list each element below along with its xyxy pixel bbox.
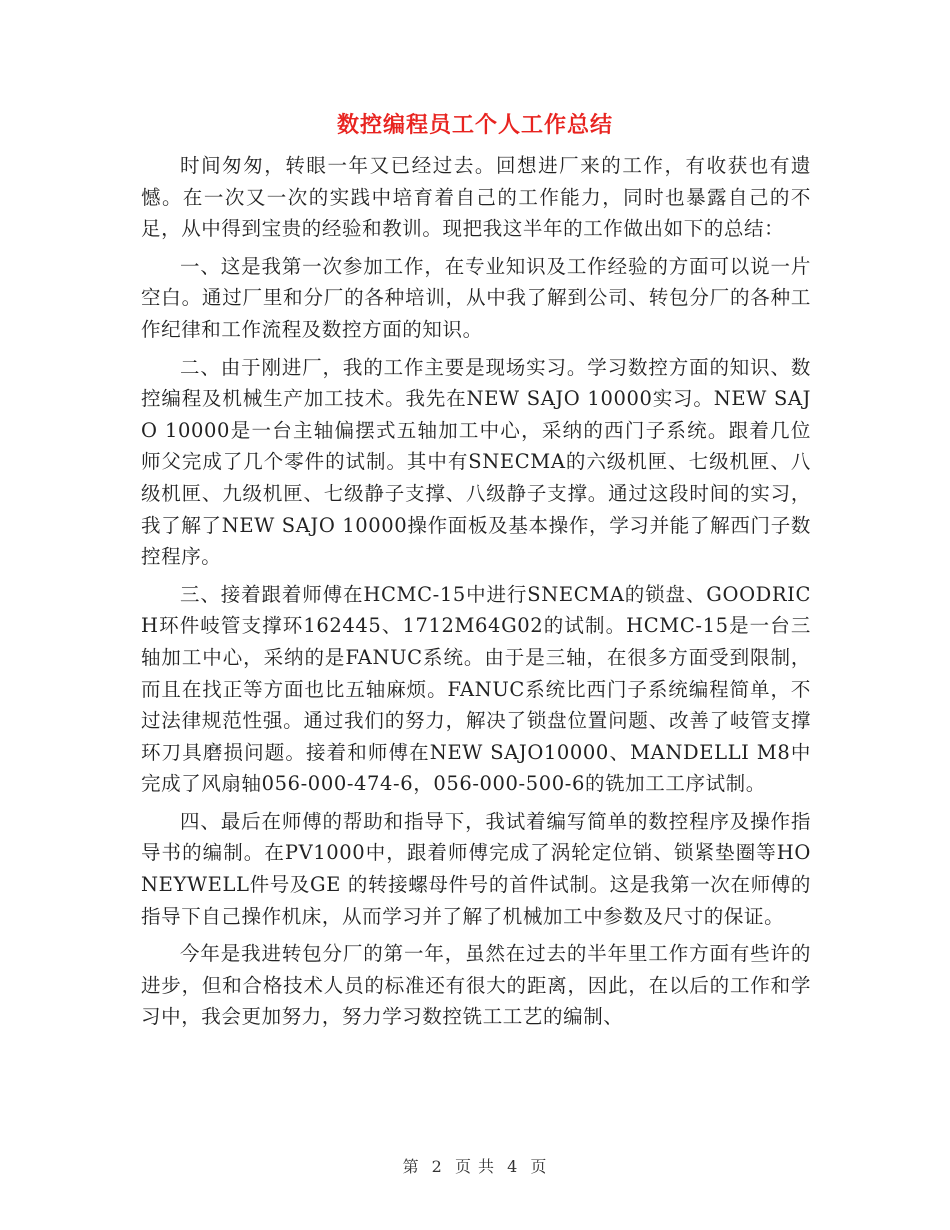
footer-middle: 页 共 xyxy=(454,1157,496,1176)
page-footer xyxy=(0,1154,950,1177)
paragraph-conclusion: 今年是我进转包分厂的第一年，虽然在过去的半年里工作方面有些许的进步，但和合格技术人员的标准还有很大的距离，因此，在以后的工作和学习中，我会更加努力，努力学习数控铣工工艺的编制、 xyxy=(141,942,811,1029)
paragraph-section-4: 四、最后在师傅的帮助和指导下，我试着编写简单的数控程序及操作指导书的编制。在PV1000中，跟着师傅完成了涡轮定位销、锁紧垫圈等HONEYWELL件号及GE 的转接螺母件号的首件试制。这是我第一次在师傅的指导下自己操作机床，从而学习并了解了机械加工中参数及尺寸的保证。 xyxy=(141,809,811,928)
paragraph-section-1: 一、这是我第一次参加工作，在专业知识及工作经验的方面可以说一片空白。通过厂里和分厂的各种培训，从中我了解到公司、转包分厂的各种工作纪律和工作流程及数控方面的知识。 xyxy=(141,254,811,341)
paragraph-section-2: 二、由于刚进厂，我的工作主要是现场实习。学习数控方面的知识、数控编程及机械生产加工技术。我先在NEW SAJO 10000实习。NEW SAJO 10000是一台主轴偏摆式五轴加工中心，采纳的西门子系统。跟着几位师父完成了几个零件的试制。其中有SNECMA的六级机匣、七级机匣、八级机匣、九级机匣、七级静子支撑、八级静子支撑。通过这段时间的实习，我了解了NEW SAJO 10000操作面板及基本操作，学习并能了解西门子数控程序。 xyxy=(141,355,811,569)
paragraph-section-3: 三、接着跟着师傅在HCMC-15中进行SNECMA的锁盘、GOODRICH环件岐管支撑环162445、1712M64G02的试制。HCMC-15是一台三轴加工中心，采纳的是FANUC系统。由于是三轴，在很多方面受到限制，而且在找正等方面也比五轴麻烦。FANUC系统比西门子系统编程简单，不过法律规范性强。通过我们的努力，解决了锁盘位置问题、改善了岐管支撑环刀具磨损问题。接着和师傅在NEW SAJO10000、MANDELLI M8中完成了风扇轴056-000-474-6，056-000-500-6的铣加工工序试制。 xyxy=(141,582,811,796)
document-body xyxy=(141,150,811,1039)
footer-prefix: 第 xyxy=(402,1157,420,1176)
footer-suffix: 页 xyxy=(530,1157,548,1176)
paragraph-intro: 时间匆匆，转眼一年又已经过去。回想进厂来的工作，有收获也有遗憾。在一次又一次的实践中培育着自己的工作能力，同时也暴露自己的不足，从中得到宝贵的经验和教训。现把我这半年的工作做出如下的总结： xyxy=(141,154,811,241)
document-title: 数控编程员工个人工作总结 xyxy=(336,113,613,138)
footer-total-pages: 4 xyxy=(507,1157,519,1176)
footer-page-number: 2 xyxy=(431,1157,443,1176)
